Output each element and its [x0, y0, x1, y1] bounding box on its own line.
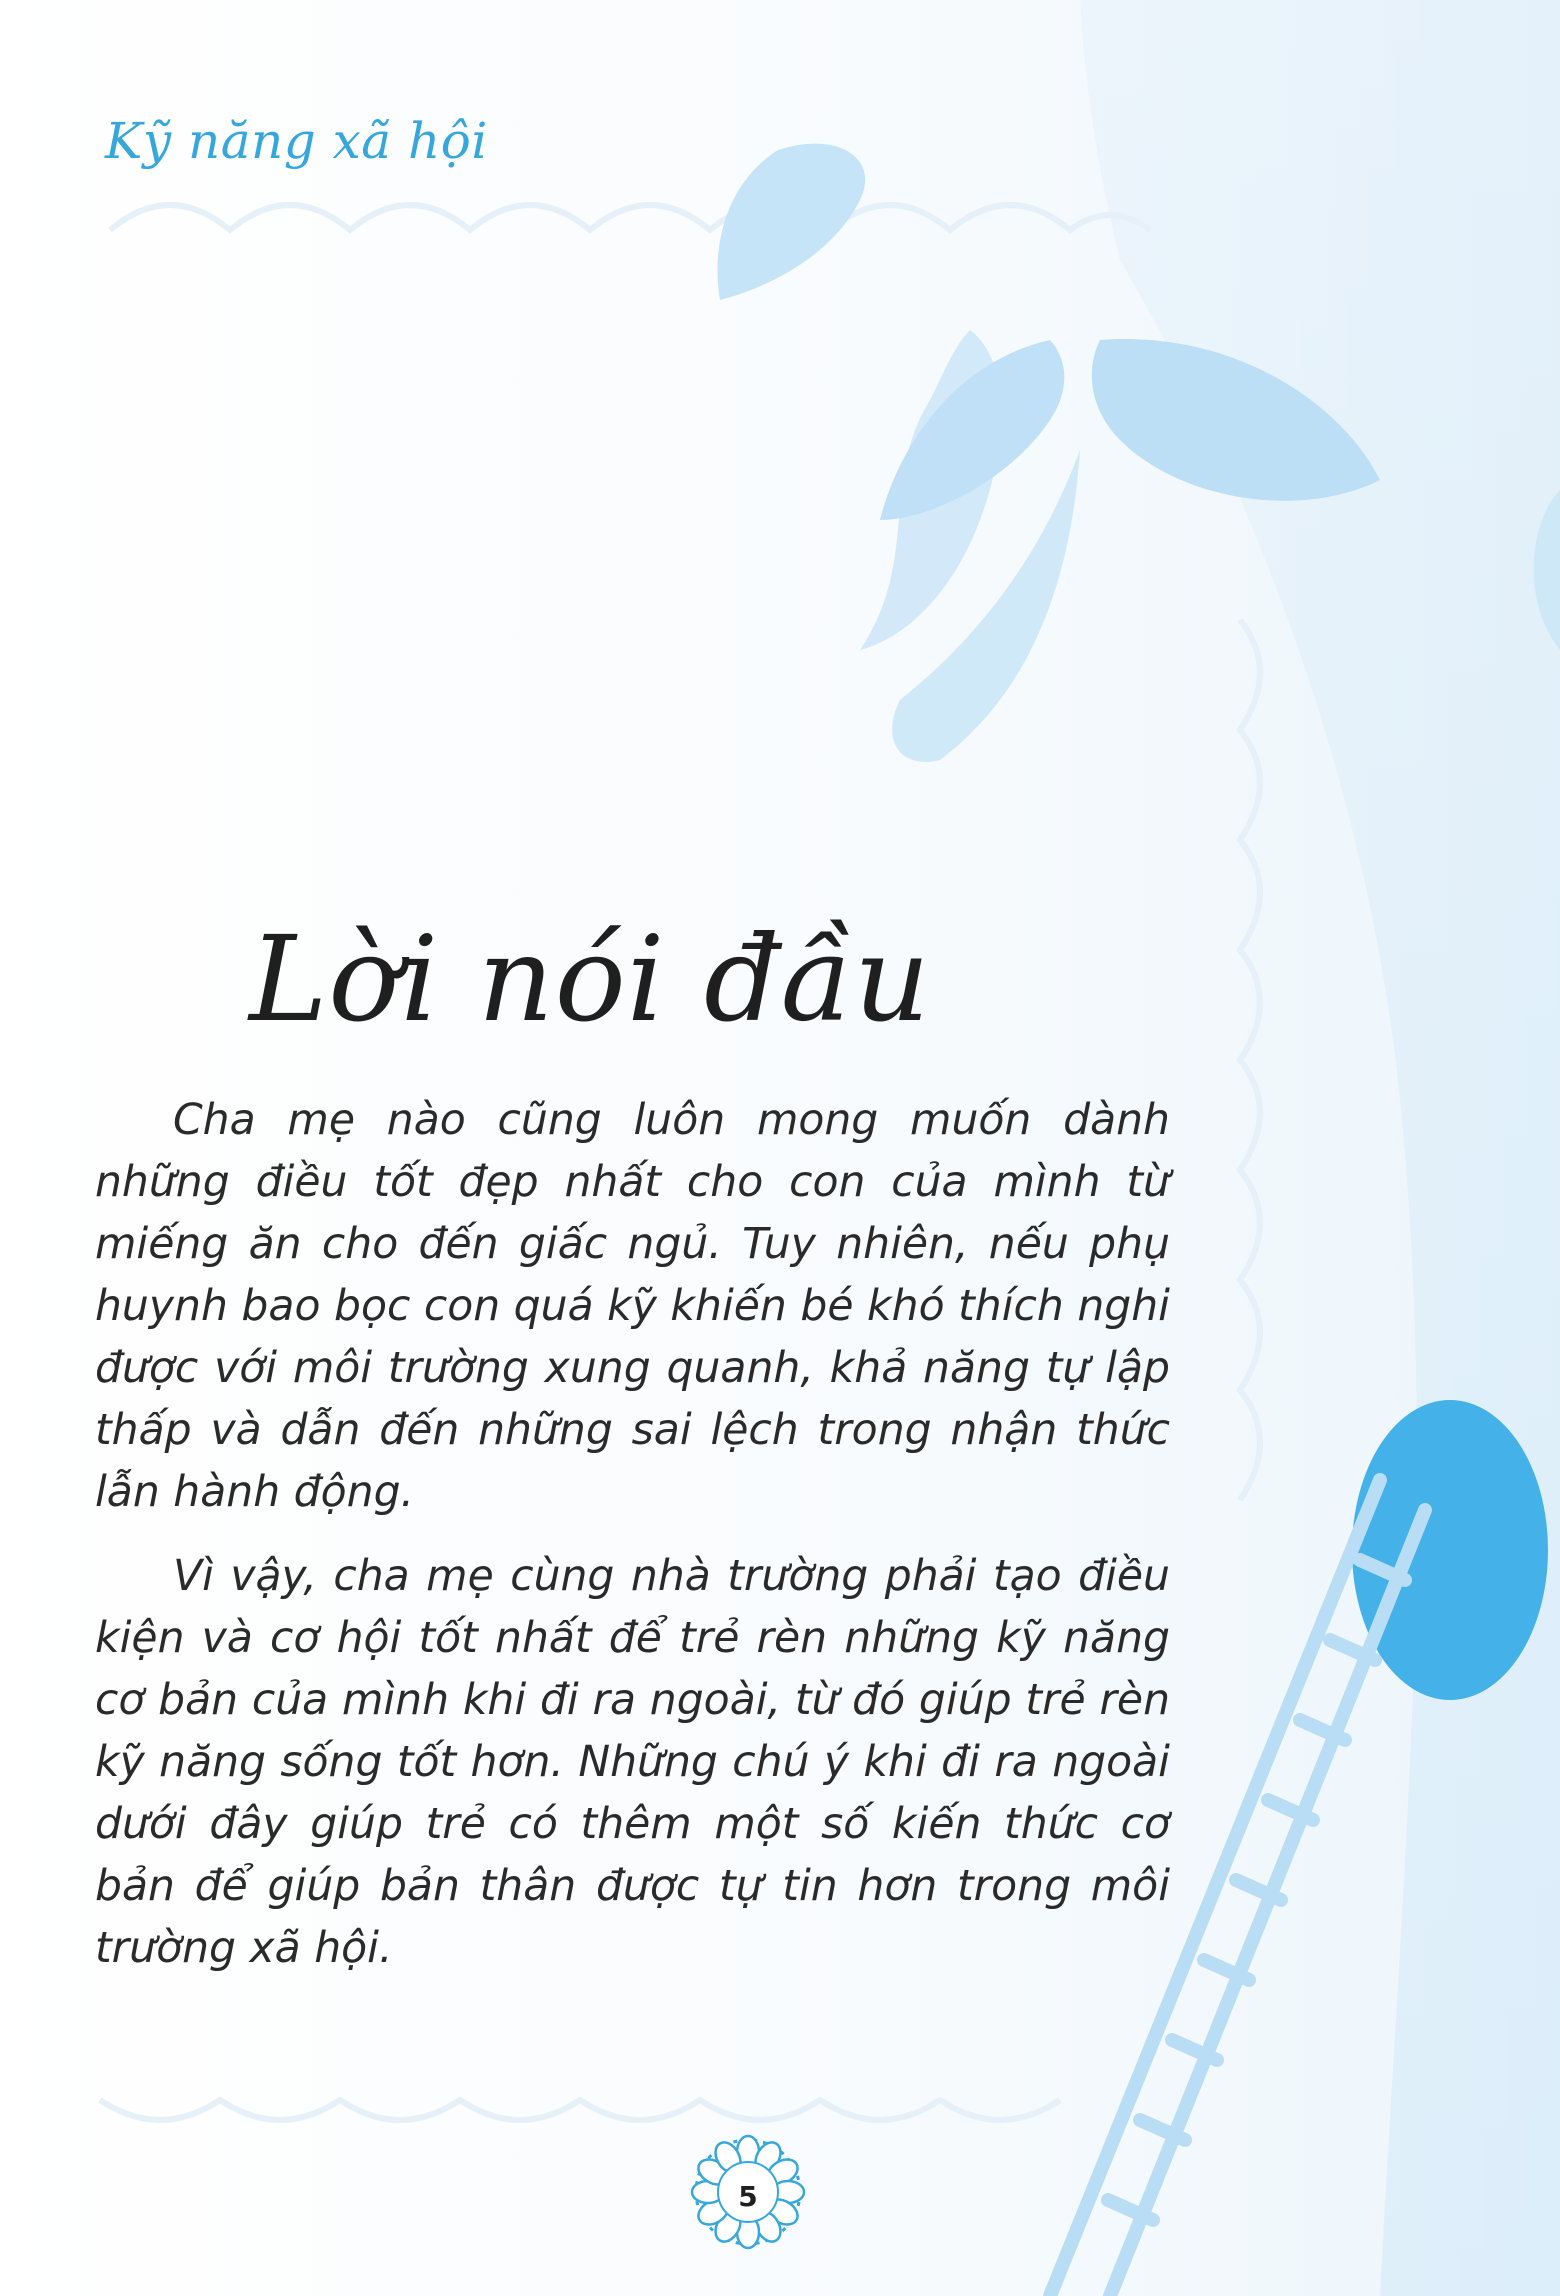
running-header: Kỹ năng xã hội: [105, 112, 488, 170]
paragraph: Cha mẹ nào cũng luôn mong muốn dành những điều tốt đẹp nhất cho con của mình từ miếng ăn cho đến giấc ngủ. Tuy nhiên, nếu phụ huynh bao bọc con quá kỹ khiến bé khó thích nghi được với môi trường xung quanh, khả năng tự lập thấp và dẫn đến những sai lệch trong nhận thức lẫn hành động.: [95, 1096, 1170, 1517]
paragraph: Vì vậy, cha mẹ cùng nhà trường phải tạo điều kiện và cơ hội tốt nhất để trẻ rèn những kỹ năng cơ bản của mình khi đi ra ngoài, từ đó giúp trẻ rèn kỹ năng sống tốt hơn. Những chú ý khi đi ra ngoài dưới đây giúp trẻ có thêm một số kiến thức cơ bản để giúp bản thân được tự tin hơn trong môi trường xã hội.: [95, 1552, 1170, 1973]
page-number: 5: [738, 2180, 758, 2213]
blue-circle: [1352, 1400, 1548, 1700]
chapter-title: Lời nói đầu: [249, 910, 931, 1048]
body-text: [95, 1090, 1170, 2002]
